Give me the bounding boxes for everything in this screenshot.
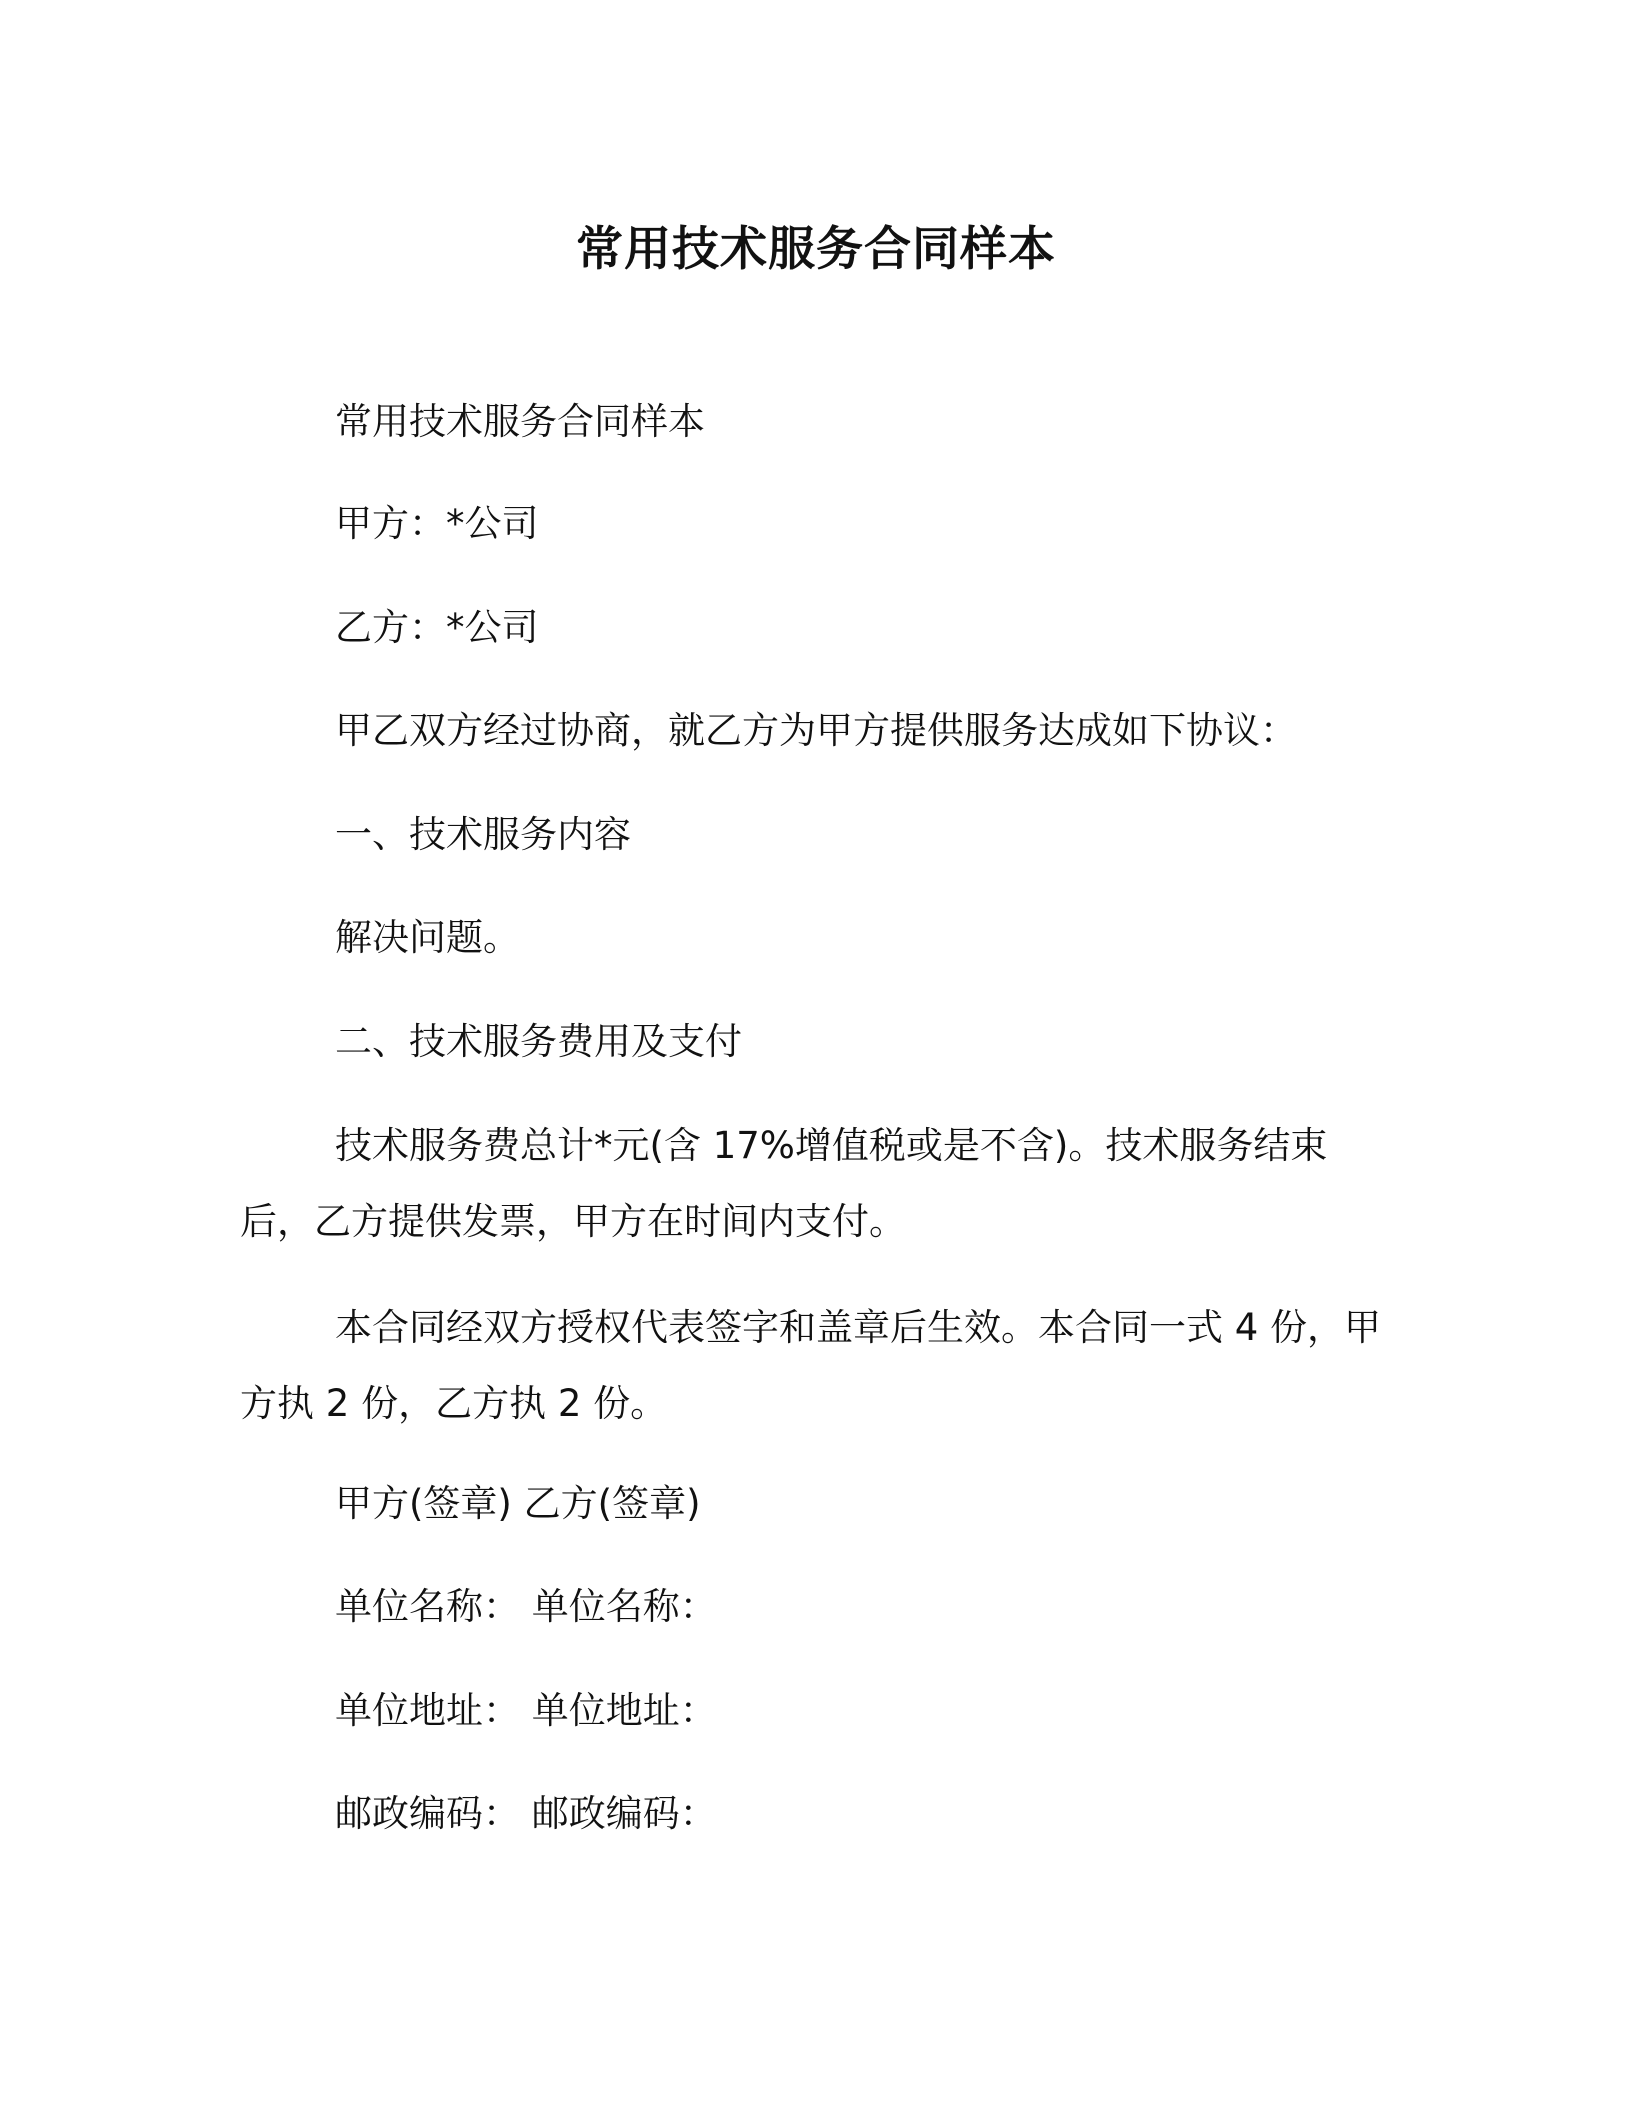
section-2-body: 技术服务费总计*元(含 17%增值税或是不含)。技术服务结束后，乙方提供发票，甲方在时间内支付。 bbox=[240, 1124, 1328, 1243]
party-a-line: 甲方：*公司 bbox=[335, 502, 539, 545]
postal-code-line: 邮政编码： 邮政编码： bbox=[335, 1792, 717, 1835]
unit-address-line: 单位地址： 单位地址： bbox=[335, 1689, 717, 1732]
section-1-body: 解决问题。 bbox=[335, 916, 520, 959]
signature-line: 甲方(签章) 乙方(签章) bbox=[335, 1482, 701, 1525]
preamble-paragraph: 甲乙双方经过协商，就乙方为甲方提供服务达成如下协议： bbox=[335, 709, 1297, 752]
party-b-line: 乙方：*公司 bbox=[335, 606, 539, 649]
section-1-heading: 一、技术服务内容 bbox=[335, 813, 631, 856]
effect-clause-paragraph: 本合同经双方授权代表签字和盖章后生效。本合同一式 4 份，甲方执 2 份，乙方执 2 份。 bbox=[240, 1306, 1382, 1425]
document-title: 常用技术服务合同样本 bbox=[576, 222, 1056, 277]
document-subtitle: 常用技术服务合同样本 bbox=[335, 400, 705, 443]
section-2-heading: 二、技术服务费用及支付 bbox=[335, 1020, 742, 1063]
unit-name-line: 单位名称： 单位名称： bbox=[335, 1585, 717, 1628]
